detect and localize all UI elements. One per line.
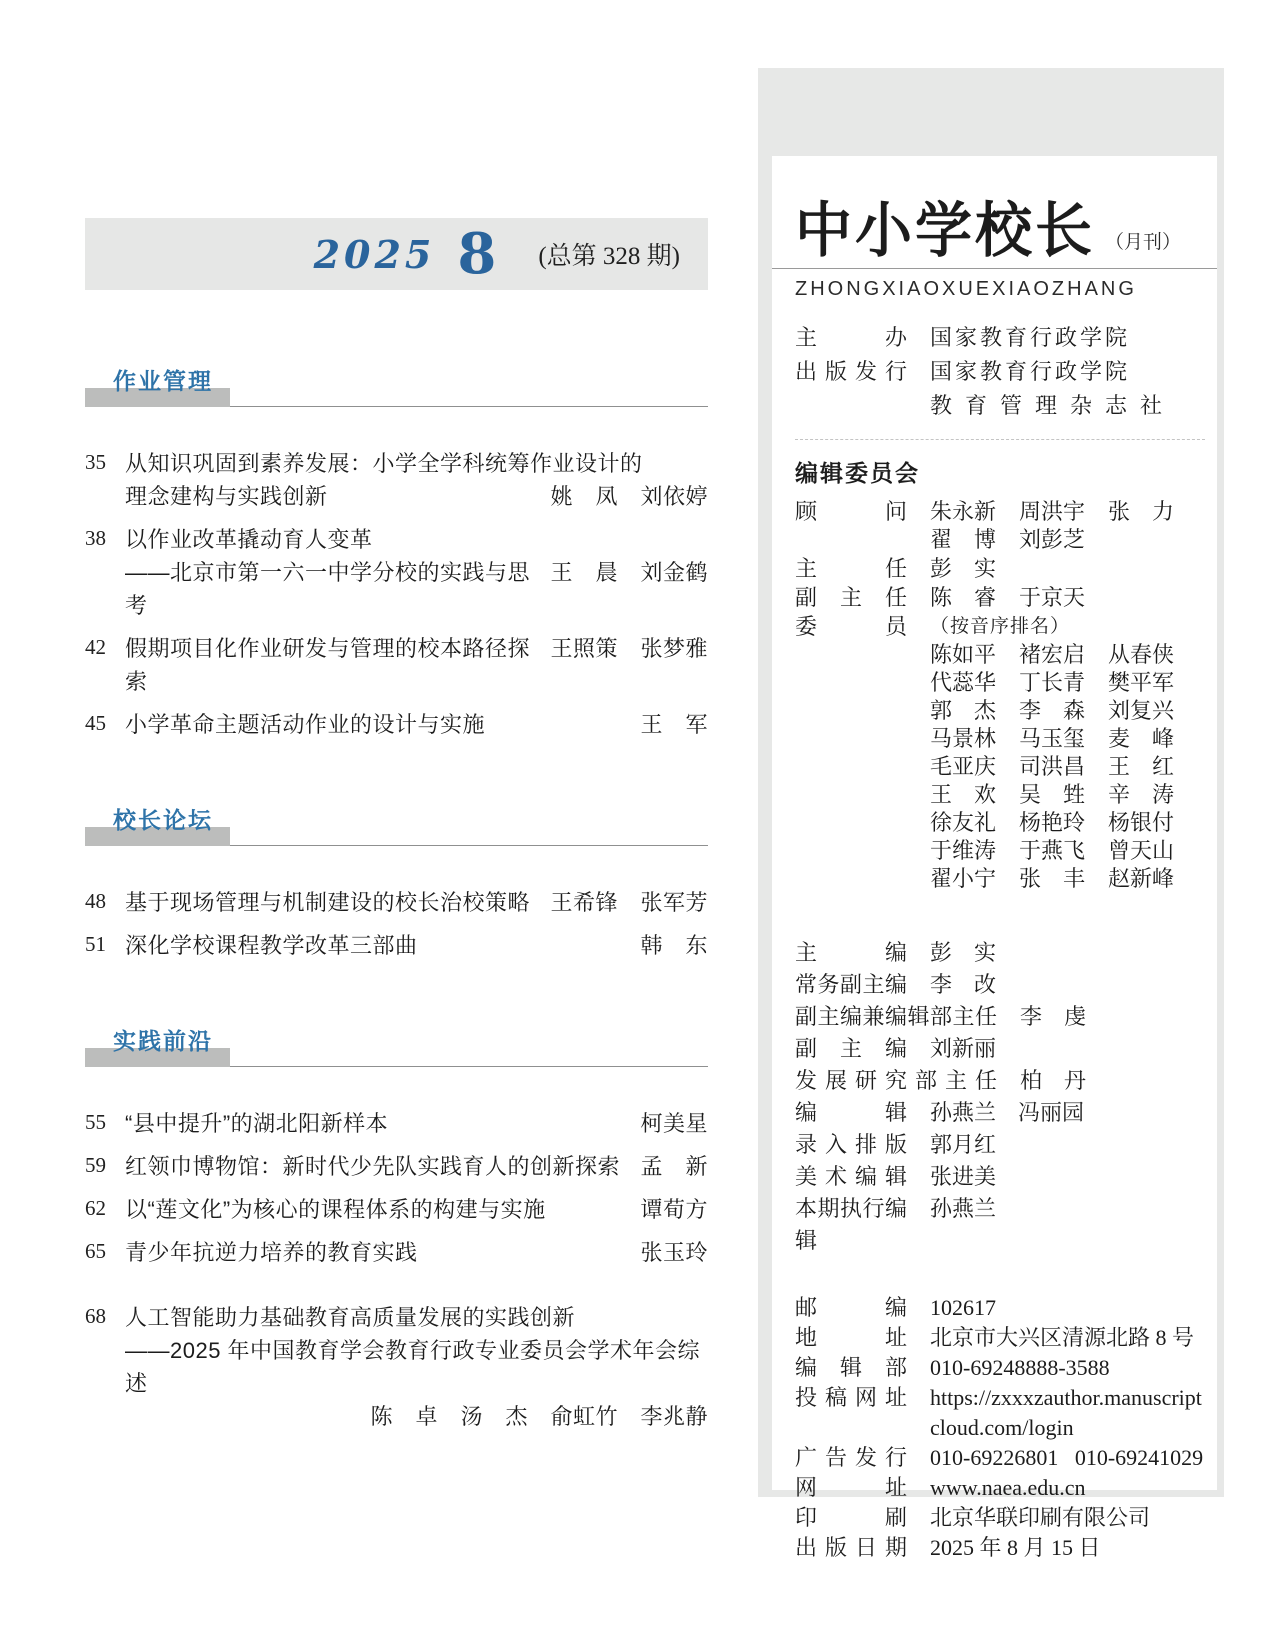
info-value <box>930 1383 1202 1443</box>
entry-authors: 王照策 张梦雅 <box>550 636 708 661</box>
info-label: 编辑部 <box>795 1355 907 1380</box>
toc-entry-line <box>125 480 708 513</box>
info-label: 美术编辑 <box>795 1164 907 1189</box>
info-label: 出版发行 <box>795 359 907 384</box>
member-name: 徐友礼 <box>930 810 997 835</box>
toc-entry-line <box>125 929 708 962</box>
committee-names-line <box>930 498 1176 526</box>
journal-title-row <box>795 182 1205 265</box>
contact-value-line: 010-69226801 010-69241029 <box>930 1445 1204 1470</box>
contact-row <box>795 1533 1205 1563</box>
info-label: 主编 <box>795 940 907 965</box>
toc-entry-line <box>125 556 708 622</box>
toc-entry-line <box>125 447 708 480</box>
committee-names-line <box>930 555 998 583</box>
contact-value-line: 北京市大兴区清源北路 8 号 <box>930 1325 1195 1350</box>
info-value: 李 改 <box>930 972 997 997</box>
page-number: 62 <box>85 1196 106 1220</box>
entry-title-text: 以作业改革撬动育人变革 <box>125 527 373 552</box>
entry-title-text: “县中提升”的湖北阳新样本 <box>125 1111 389 1136</box>
info-label: 主办 <box>795 325 907 350</box>
info-value: 彭 实 <box>930 940 997 965</box>
info-value <box>930 584 1087 612</box>
section-title: 校长论坛 <box>113 807 213 833</box>
committee-names-line <box>930 641 1176 669</box>
staff-row <box>795 1161 1205 1193</box>
toc-entry-line <box>125 1107 708 1140</box>
toc-entry <box>85 632 708 698</box>
info-value: 李 虔 <box>1020 1004 1087 1029</box>
member-name: 毛亚庆 <box>930 754 997 779</box>
entry-title-text: 小学革命主题活动作业的设计与实施 <box>125 712 486 737</box>
member-name: 于维涛 <box>930 838 997 863</box>
entry-authors: 王 军 <box>640 712 708 737</box>
journal-title: 中小学校长 <box>795 198 1095 265</box>
info-label: 常务副主编 <box>795 972 907 997</box>
info-label: 委员 <box>795 614 907 639</box>
info-value: 刘新丽 <box>930 1036 997 1061</box>
member-name: 代蕊华 <box>930 670 997 695</box>
member-name: 翟 博 <box>930 527 997 552</box>
member-name: 张 丰 <box>1019 866 1086 891</box>
entry-title-text: 深化学校课程教学改革三部曲 <box>125 933 418 958</box>
publisher-value-line: 国家教育行政学院 <box>930 325 1131 350</box>
committee-names-line <box>930 837 1176 865</box>
toc-entry <box>85 708 708 741</box>
contact-value-line: https://zxxxzauthor.manuscript <box>930 1385 1202 1410</box>
entry-authors: 韩 东 <box>640 933 708 958</box>
info-value <box>930 1503 1150 1533</box>
committee-title: 编辑委员会 <box>795 460 920 486</box>
page-number: 45 <box>85 711 106 735</box>
publisher-block <box>795 321 1205 423</box>
committee-names-line <box>930 725 1176 753</box>
staff-row <box>795 1097 1205 1129</box>
contact-row <box>795 1473 1205 1503</box>
toc-section <box>85 362 708 741</box>
page-number: 59 <box>85 1153 106 1177</box>
committee-row <box>795 613 1205 893</box>
page-number: 65 <box>85 1239 106 1263</box>
entry-title-text: 理念建构与实践创新 <box>125 484 328 509</box>
committee-names-line <box>930 526 1176 554</box>
member-name: 张 力 <box>1108 499 1175 524</box>
member-name: 刘复兴 <box>1108 698 1175 723</box>
entry-title-text: 以“莲文化”为核心的课程体系的构建与实施 <box>125 1197 546 1222</box>
info-value: 张进美 <box>930 1164 997 1189</box>
page-number: 38 <box>85 526 106 550</box>
info-label: 地址 <box>795 1325 907 1350</box>
info-value: 孙燕兰 冯丽园 <box>930 1100 1085 1125</box>
member-name: 王 欢 <box>930 782 997 807</box>
issue-number: 8 <box>457 221 497 287</box>
committee-names-line <box>930 697 1176 725</box>
member-name: 杨艳玲 <box>1019 810 1086 835</box>
member-name: 于京天 <box>1019 585 1086 610</box>
contact-row <box>795 1353 1205 1383</box>
committee-names-line <box>930 584 1087 612</box>
publisher-value-line: 教育管理杂志社 <box>930 393 1176 418</box>
member-name: 曾天山 <box>1108 838 1175 863</box>
toc-entry-line <box>125 886 708 919</box>
member-name: 陈 睿 <box>930 585 997 610</box>
staff-row <box>795 969 1205 1001</box>
entry-authors: 柯美星 <box>640 1111 708 1136</box>
masthead-panel-inner <box>772 156 1217 1560</box>
staff-block <box>795 937 1205 1257</box>
committee-note: （按音序排名） <box>930 616 1071 637</box>
info-value <box>930 613 1176 893</box>
toc-entry-line <box>125 1193 708 1226</box>
contact-row <box>795 1293 1205 1323</box>
masthead <box>795 156 1205 301</box>
toc-entry <box>85 886 708 919</box>
info-value <box>930 1533 1101 1563</box>
member-name: 马玉玺 <box>1019 726 1086 751</box>
toc-entry-line <box>125 1301 708 1334</box>
toc-entry-line <box>125 1236 708 1269</box>
entry-title-text: 基于现场管理与机制建设的校长治校策略 <box>125 890 531 915</box>
entry-title-text: 假期项目化作业研发与管理的校本路径探索 <box>125 636 531 694</box>
page-number: 35 <box>85 450 106 474</box>
entry-authors: 谭荀方 <box>640 1197 708 1222</box>
issue-total-label: (总第 328 期) <box>538 243 680 270</box>
member-name: 李 森 <box>1019 698 1086 723</box>
journal-pinyin: ZHONGXIAOXUEXIAOZHANG <box>795 278 1137 300</box>
toc-sections <box>85 362 708 1433</box>
page-number: 68 <box>85 1304 106 1328</box>
info-label: 副主任 <box>795 585 907 610</box>
staff-row <box>795 937 1205 969</box>
committee-row <box>795 498 1205 554</box>
info-label: 出版日期 <box>795 1535 907 1560</box>
toc-entry <box>85 1150 708 1183</box>
section-header <box>85 1022 708 1067</box>
info-value <box>930 1473 1086 1503</box>
info-label: 本期执行编辑 <box>795 1196 907 1253</box>
toc-entry <box>85 1301 708 1433</box>
publisher-row <box>795 321 1205 355</box>
info-label: 副主编 <box>795 1036 907 1061</box>
info-label: 广告发行 <box>795 1445 907 1470</box>
info-label: 印刷 <box>795 1505 907 1530</box>
member-name: 马景林 <box>930 726 997 751</box>
member-name: 郭 杰 <box>930 698 997 723</box>
publisher-value-line: 国家教育行政学院 <box>930 359 1131 384</box>
toc-entry <box>85 1236 708 1269</box>
entry-title-text: ——北京市第一六一中学分校的实践与思考 <box>125 560 531 618</box>
section-title: 作业管理 <box>113 368 213 394</box>
contact-row <box>795 1503 1205 1533</box>
info-label: 主任 <box>795 556 907 581</box>
info-value <box>930 321 1130 355</box>
info-label: 副主编兼编辑部主任 <box>795 1004 997 1029</box>
contact-row <box>795 1323 1205 1353</box>
info-label: 录入排版 <box>795 1132 907 1157</box>
contact-row <box>795 1383 1205 1443</box>
member-name: 周洪宇 <box>1019 499 1086 524</box>
toc-entry-line <box>125 708 708 741</box>
page-number: 42 <box>85 635 106 659</box>
member-name: 朱永新 <box>930 499 997 524</box>
toc-entry <box>85 1193 708 1226</box>
staff-row <box>795 1065 1205 1097</box>
entry-title-text: ——2025 年中国教育学会教育行政专业委员会学术年会综述 <box>125 1338 701 1396</box>
info-value: 孙燕兰 <box>930 1196 997 1221</box>
member-name: 麦 峰 <box>1108 726 1175 751</box>
section-title: 实践前沿 <box>113 1028 213 1054</box>
info-label: 投稿网址 <box>795 1385 907 1410</box>
masthead-rule <box>772 268 1217 269</box>
entry-authors: 陈 卓 汤 杰 俞虹竹 李兆静 <box>370 1404 708 1429</box>
staff-row <box>795 1033 1205 1065</box>
member-name: 刘彭芝 <box>1019 527 1086 552</box>
contact-block <box>795 1293 1205 1563</box>
section-header <box>85 801 708 846</box>
info-value <box>930 498 1176 554</box>
publisher-row <box>795 355 1205 423</box>
info-value <box>930 355 1175 423</box>
entry-title-text: 红领巾博物馆：新时代少先队实践育人的创新探索 <box>125 1154 621 1179</box>
member-name: 褚宏启 <box>1019 642 1086 667</box>
entry-title-text: 从知识巩固到素养发展：小学全学科统筹作业设计的 <box>125 451 643 476</box>
member-name: 杨银付 <box>1108 810 1175 835</box>
section-entries <box>85 1107 708 1433</box>
info-value <box>930 1443 1203 1473</box>
section-entries <box>85 886 708 962</box>
member-name: 从春侠 <box>1108 642 1175 667</box>
member-name: 翟小宁 <box>930 866 997 891</box>
journal-monthly-label: （月刊） <box>1105 232 1182 253</box>
entry-title-text: 青少年抗逆力培养的教育实践 <box>125 1240 418 1265</box>
entry-authors: 姚 凤 刘依婷 <box>550 484 708 509</box>
entry-authors: 孟 新 <box>640 1154 708 1179</box>
toc-section <box>85 801 708 962</box>
toc-entry <box>85 447 708 513</box>
toc-entry <box>85 1107 708 1140</box>
page-number: 51 <box>85 932 106 956</box>
committee-names-line <box>930 753 1176 781</box>
info-label: 发展研究部主任 <box>795 1068 997 1093</box>
staff-row <box>795 1193 1205 1257</box>
page-number: 55 <box>85 1110 106 1134</box>
info-label: 编辑 <box>795 1100 907 1125</box>
info-value <box>930 1323 1194 1353</box>
member-name: 辛 涛 <box>1108 782 1175 807</box>
committee-names-line <box>930 809 1176 837</box>
staff-row <box>795 1001 1205 1033</box>
member-name: 赵新峰 <box>1108 866 1175 891</box>
info-label: 顾问 <box>795 499 907 524</box>
contact-value-line: 2025 年 8 月 15 日 <box>930 1535 1101 1560</box>
toc-entry <box>85 929 708 962</box>
contact-value-line: cloud.com/login <box>930 1415 1074 1440</box>
section-header <box>85 362 708 407</box>
contact-row <box>795 1443 1205 1473</box>
member-name: 司洪昌 <box>1019 754 1086 779</box>
contact-value-line: 102617 <box>930 1295 996 1320</box>
toc-section <box>85 1022 708 1433</box>
committee-row <box>795 555 1205 583</box>
member-name: 彭 实 <box>930 556 997 581</box>
committee-names-line <box>930 669 1176 697</box>
info-label: 邮编 <box>795 1295 907 1320</box>
entry-authors: 王希锋 张军芳 <box>550 890 708 915</box>
committee-row <box>795 584 1205 612</box>
entry-authors: 张玉玲 <box>640 1240 708 1265</box>
info-value <box>930 555 998 583</box>
contact-value-line: 010-69248888-3588 <box>930 1355 1110 1380</box>
entry-title-text: 人工智能助力基础教育高质量发展的实践创新 <box>125 1305 576 1330</box>
dashed-divider <box>795 439 1205 440</box>
toc-entry-line <box>125 1400 708 1433</box>
info-label: 网址 <box>795 1475 907 1500</box>
committee-block <box>795 498 1205 893</box>
toc-entry-line <box>125 1150 708 1183</box>
committee-names-line <box>930 781 1176 809</box>
info-value: 郭月红 <box>930 1132 997 1157</box>
member-name: 吴 甡 <box>1019 782 1086 807</box>
masthead-panel <box>758 68 1224 1560</box>
info-value: 柏 丹 <box>1020 1068 1087 1093</box>
committee-names-line <box>930 865 1176 893</box>
info-value <box>930 1353 1110 1383</box>
issue-year: 2025 <box>313 231 436 277</box>
info-value <box>930 1293 996 1323</box>
toc-entry-line <box>125 632 708 698</box>
toc-column <box>85 218 708 1443</box>
entry-authors: 王 晨 刘金鹤 <box>550 560 708 585</box>
toc-entry-line <box>125 523 708 556</box>
member-name: 丁长青 <box>1019 670 1086 695</box>
member-name: 王 红 <box>1108 754 1175 779</box>
section-entries <box>85 447 708 741</box>
toc-entry <box>85 523 708 622</box>
page-number: 48 <box>85 889 106 913</box>
member-name: 陈如平 <box>930 642 997 667</box>
member-name: 樊平军 <box>1108 670 1175 695</box>
toc-entry-line <box>125 1334 708 1400</box>
member-name: 于燕飞 <box>1019 838 1086 863</box>
contact-value-line: 北京华联印刷有限公司 <box>930 1505 1151 1530</box>
contact-value-line: www.naea.edu.cn <box>930 1475 1086 1500</box>
staff-row <box>795 1129 1205 1161</box>
issue-band <box>85 218 708 290</box>
